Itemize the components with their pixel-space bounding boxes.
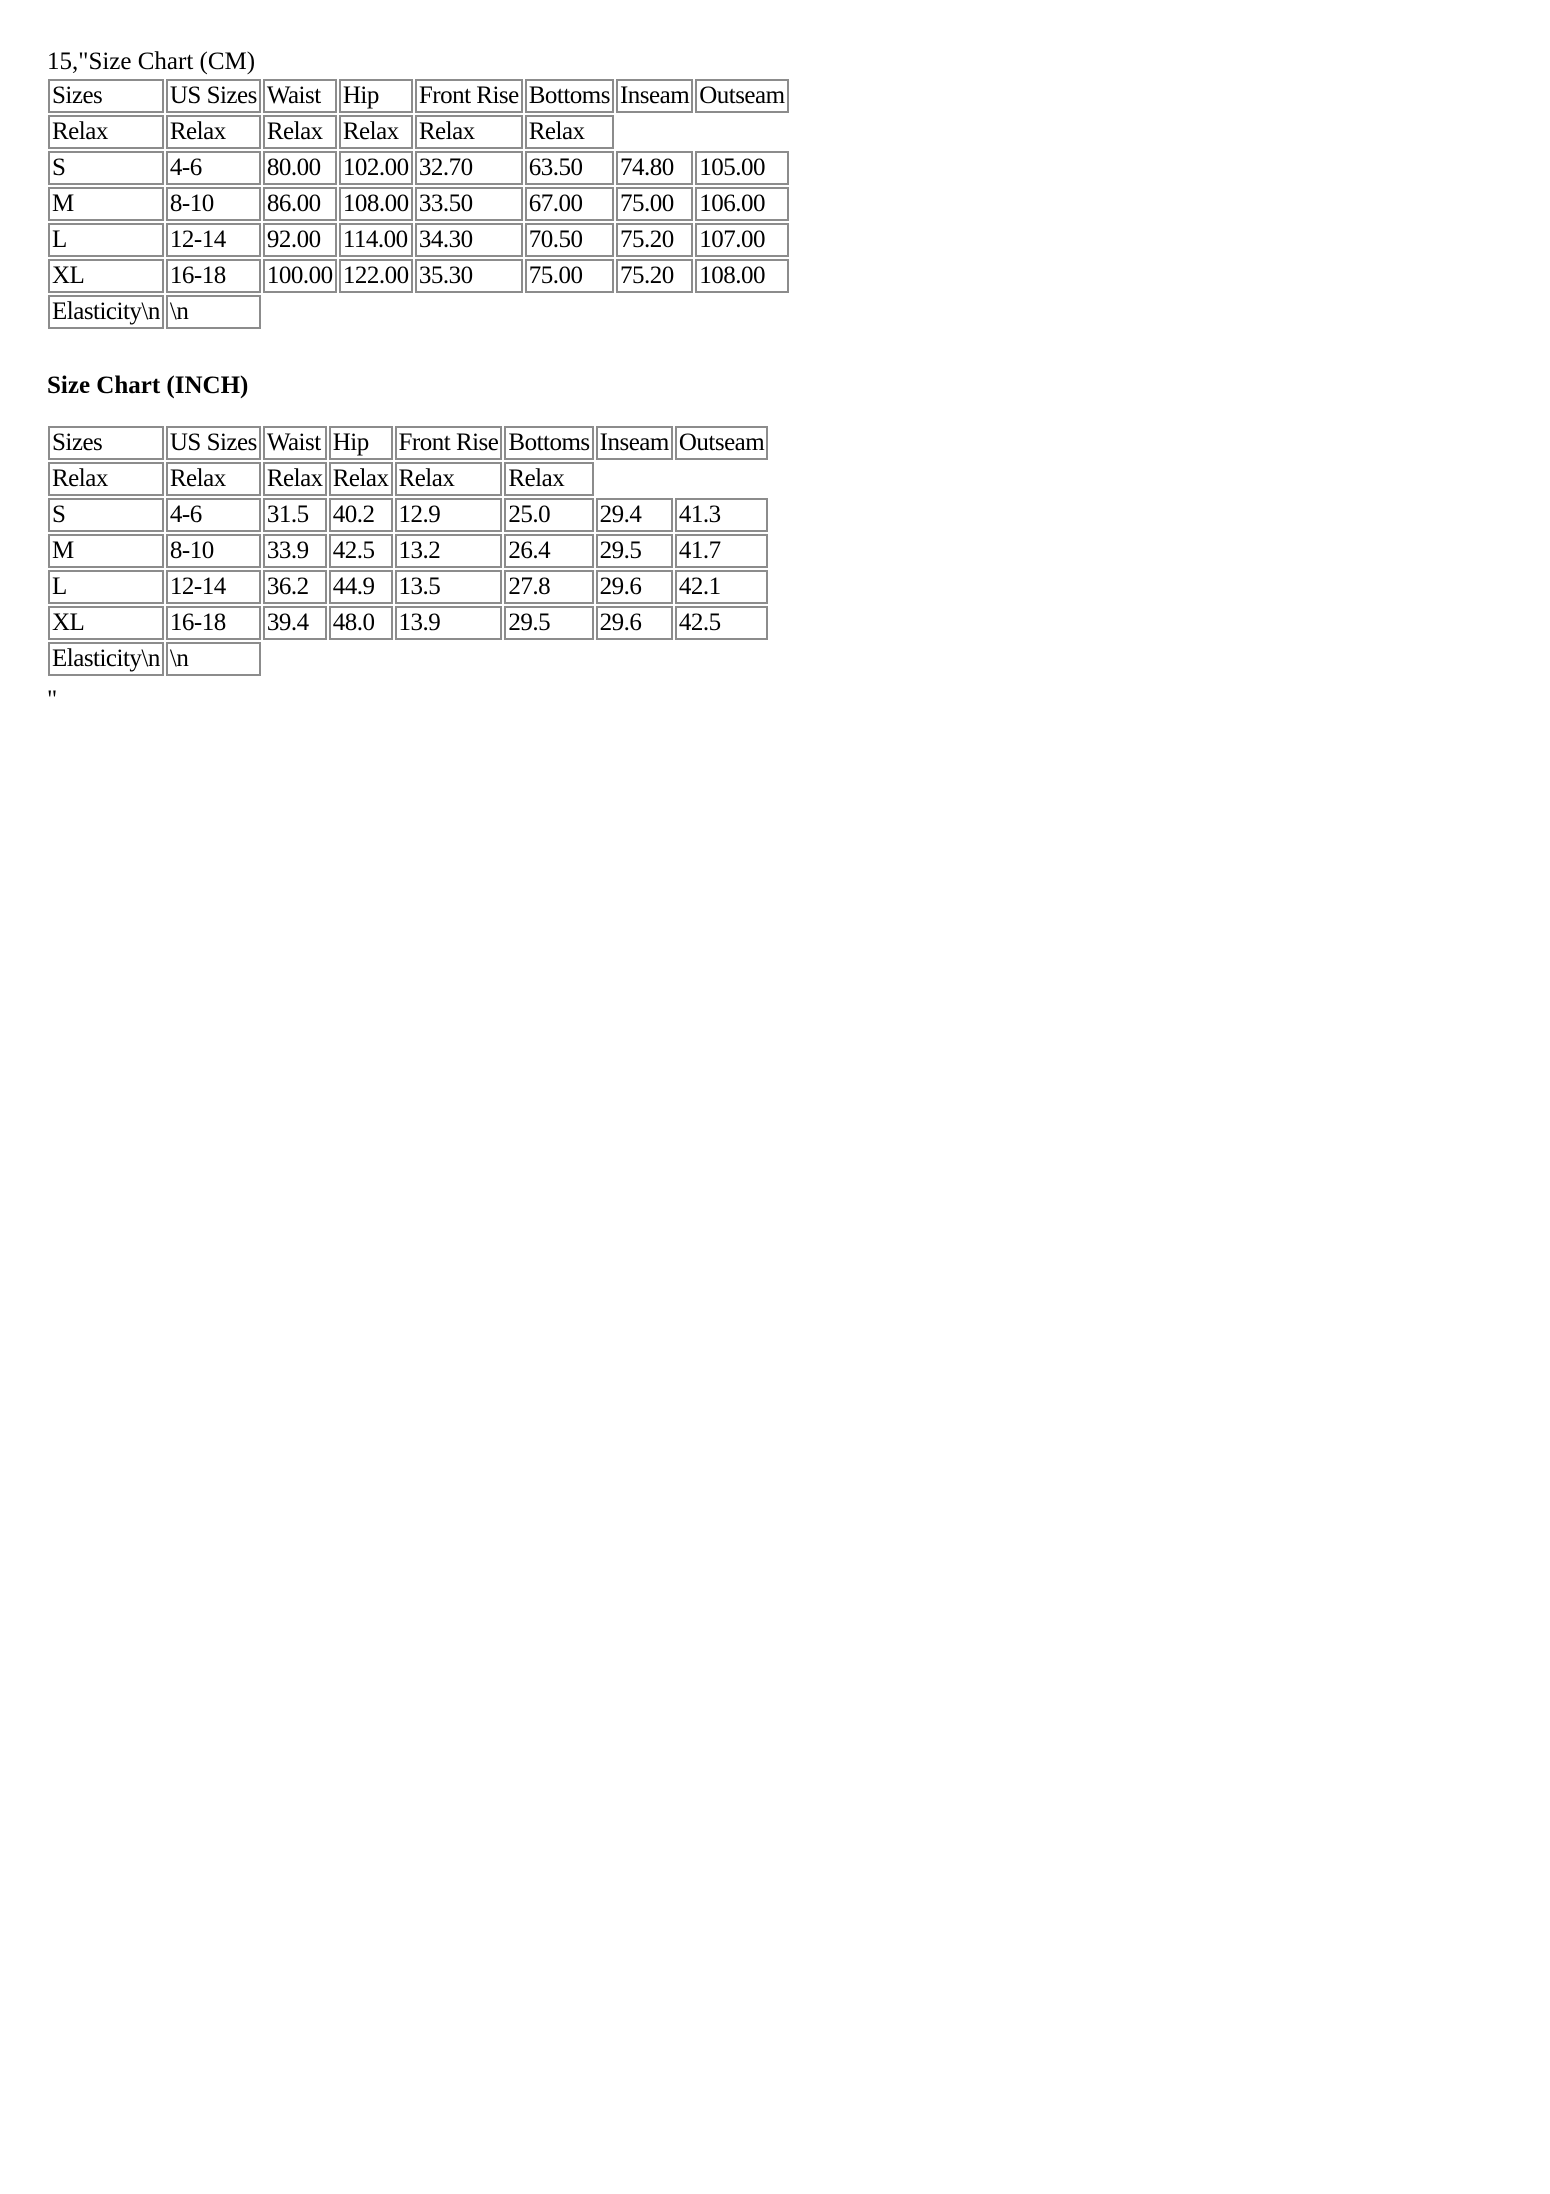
table-cell: XL bbox=[48, 259, 164, 293]
cm-size-chart-body bbox=[48, 79, 789, 329]
table-cell: Front Rise bbox=[395, 426, 503, 460]
table-cell: 16-18 bbox=[166, 606, 261, 640]
table-cell: Hip bbox=[339, 79, 413, 113]
table-cell: 33.50 bbox=[415, 187, 523, 221]
table-cell: Inseam bbox=[596, 426, 673, 460]
empty-cell bbox=[695, 115, 788, 149]
table-row bbox=[48, 570, 768, 604]
table-cell: 44.9 bbox=[329, 570, 393, 604]
empty-cell bbox=[675, 462, 768, 496]
table-cell: 114.00 bbox=[339, 223, 413, 257]
elasticity-row bbox=[48, 295, 789, 329]
table-cell: 25.0 bbox=[504, 498, 593, 532]
table-cell: 102.00 bbox=[339, 151, 413, 185]
table-cell: Sizes bbox=[48, 426, 164, 460]
table-cell: 42.5 bbox=[675, 606, 768, 640]
table-cell: 105.00 bbox=[695, 151, 788, 185]
table-cell: Relax bbox=[329, 462, 393, 496]
table-cell: 42.5 bbox=[329, 534, 393, 568]
cm-size-chart-title: 15,"Size Chart (CM) bbox=[47, 48, 256, 75]
inch-size-chart-title: Size Chart (INCH) bbox=[47, 372, 249, 399]
table-cell: Sizes bbox=[48, 79, 164, 113]
inch-size-chart-body bbox=[48, 426, 768, 676]
table-cell: 13.5 bbox=[395, 570, 503, 604]
table-cell: L bbox=[48, 223, 164, 257]
table-cell: M bbox=[48, 534, 164, 568]
table-cell: 4-6 bbox=[166, 498, 261, 532]
table-cell: Relax bbox=[263, 462, 327, 496]
table-cell: 26.4 bbox=[504, 534, 593, 568]
table-cell: 106.00 bbox=[695, 187, 788, 221]
table-cell: 29.6 bbox=[596, 570, 673, 604]
table-cell: 107.00 bbox=[695, 223, 788, 257]
table-cell: 29.5 bbox=[596, 534, 673, 568]
table-cell: 74.80 bbox=[616, 151, 693, 185]
table-cell: XL bbox=[48, 606, 164, 640]
table-cell: Relax bbox=[48, 462, 164, 496]
table-cell: Elasticity\n bbox=[48, 642, 164, 676]
table-cell: 34.30 bbox=[415, 223, 523, 257]
table-cell: 48.0 bbox=[329, 606, 393, 640]
table-cell: L bbox=[48, 570, 164, 604]
table-cell: Relax bbox=[339, 115, 413, 149]
table-cell: 86.00 bbox=[263, 187, 337, 221]
table-cell: 100.00 bbox=[263, 259, 337, 293]
table-cell: Relax bbox=[166, 115, 261, 149]
table-cell: 29.5 bbox=[504, 606, 593, 640]
table-cell: 36.2 bbox=[263, 570, 327, 604]
table-cell: \n bbox=[166, 295, 261, 329]
table-cell: Relax bbox=[395, 462, 503, 496]
table-cell: Elasticity\n bbox=[48, 295, 164, 329]
cm-size-chart-table bbox=[46, 77, 791, 331]
table-cell: 41.7 bbox=[675, 534, 768, 568]
table-row bbox=[48, 187, 789, 221]
table-cell: 8-10 bbox=[166, 187, 261, 221]
table-row bbox=[48, 606, 768, 640]
empty-cell bbox=[596, 462, 673, 496]
relax-row bbox=[48, 115, 789, 149]
empty-cell bbox=[616, 115, 693, 149]
table-cell: 42.1 bbox=[675, 570, 768, 604]
table-cell: Relax bbox=[48, 115, 164, 149]
table-cell: 12-14 bbox=[166, 223, 261, 257]
table-row bbox=[48, 151, 789, 185]
table-cell: 13.2 bbox=[395, 534, 503, 568]
table-row bbox=[48, 223, 789, 257]
table-cell: 63.50 bbox=[525, 151, 614, 185]
table-cell: 108.00 bbox=[339, 187, 413, 221]
table-cell: 40.2 bbox=[329, 498, 393, 532]
table-cell: Relax bbox=[504, 462, 593, 496]
table-cell: 4-6 bbox=[166, 151, 261, 185]
table-cell: US Sizes bbox=[166, 426, 261, 460]
table-cell: 75.00 bbox=[525, 259, 614, 293]
table-cell: 108.00 bbox=[695, 259, 788, 293]
table-cell: Hip bbox=[329, 426, 393, 460]
table-cell: 92.00 bbox=[263, 223, 337, 257]
table-cell: M bbox=[48, 187, 164, 221]
table-cell: 39.4 bbox=[263, 606, 327, 640]
table-cell: 75.20 bbox=[616, 259, 693, 293]
header-row bbox=[48, 426, 768, 460]
table-cell: 12-14 bbox=[166, 570, 261, 604]
table-cell: S bbox=[48, 151, 164, 185]
elasticity-row bbox=[48, 642, 768, 676]
table-cell: 12.9 bbox=[395, 498, 503, 532]
table-cell: Relax bbox=[263, 115, 337, 149]
table-cell: 8-10 bbox=[166, 534, 261, 568]
table-cell: 75.00 bbox=[616, 187, 693, 221]
table-cell: Waist bbox=[263, 426, 327, 460]
table-cell: Relax bbox=[415, 115, 523, 149]
table-cell: S bbox=[48, 498, 164, 532]
table-cell: 70.50 bbox=[525, 223, 614, 257]
table-cell: 80.00 bbox=[263, 151, 337, 185]
relax-row bbox=[48, 462, 768, 496]
table-cell: Waist bbox=[263, 79, 337, 113]
table-cell: 75.20 bbox=[616, 223, 693, 257]
table-cell: 29.6 bbox=[596, 606, 673, 640]
table-cell: Front Rise bbox=[415, 79, 523, 113]
table-cell: Bottoms bbox=[504, 426, 593, 460]
closing-quote-mark: " bbox=[47, 686, 58, 713]
table-cell: Outseam bbox=[695, 79, 788, 113]
table-cell: 41.3 bbox=[675, 498, 768, 532]
table-cell: Relax bbox=[525, 115, 614, 149]
table-cell: 122.00 bbox=[339, 259, 413, 293]
table-cell: 13.9 bbox=[395, 606, 503, 640]
table-cell: 35.30 bbox=[415, 259, 523, 293]
table-cell: 32.70 bbox=[415, 151, 523, 185]
table-cell: US Sizes bbox=[166, 79, 261, 113]
table-cell: 27.8 bbox=[504, 570, 593, 604]
table-cell: 29.4 bbox=[596, 498, 673, 532]
table-cell: Relax bbox=[166, 462, 261, 496]
table-cell: 33.9 bbox=[263, 534, 327, 568]
header-row bbox=[48, 79, 789, 113]
table-row bbox=[48, 498, 768, 532]
inch-size-chart-table bbox=[46, 424, 770, 678]
table-cell: Bottoms bbox=[525, 79, 614, 113]
table-cell: Inseam bbox=[616, 79, 693, 113]
table-row bbox=[48, 259, 789, 293]
table-cell: Outseam bbox=[675, 426, 768, 460]
table-row bbox=[48, 534, 768, 568]
table-cell: \n bbox=[166, 642, 261, 676]
table-cell: 16-18 bbox=[166, 259, 261, 293]
table-cell: 31.5 bbox=[263, 498, 327, 532]
table-cell: 67.00 bbox=[525, 187, 614, 221]
